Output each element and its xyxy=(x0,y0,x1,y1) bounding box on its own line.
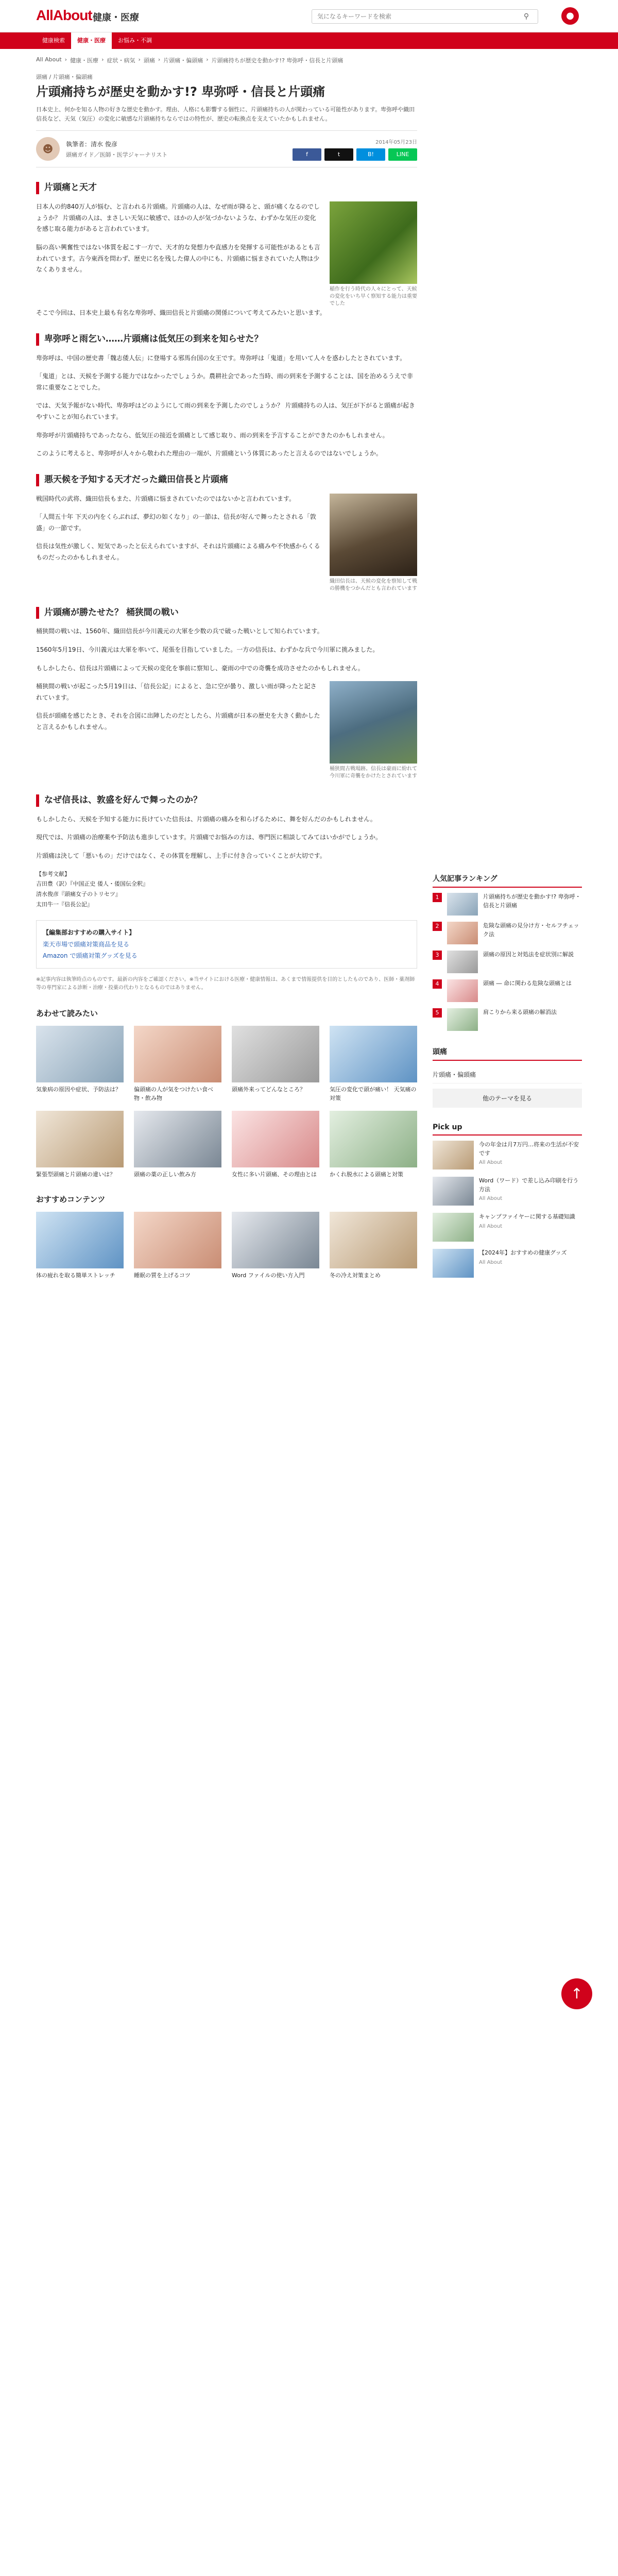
rank-number: 3 xyxy=(433,951,442,960)
related-card[interactable] xyxy=(134,1026,221,1103)
related-card[interactable] xyxy=(36,1111,124,1179)
paragraph: では、天気予報がない時代、卑弥呼はどのようにして雨の到来を予測したのでしょうか？ 片頭痛持ちの人は、気圧が下がると頭痛が起きやすいことが知られています。 xyxy=(36,402,415,420)
ranking-title: 人気記事ランキング xyxy=(433,873,582,888)
recommended-card[interactable] xyxy=(232,1212,319,1280)
pickup-source: All About xyxy=(479,1160,503,1165)
section-heading: 片頭痛が勝たせた？ 桶狭間の戦い xyxy=(36,607,417,619)
ranking-title-text: 頭痛 ― 命に関わる危険な頭痛とは xyxy=(483,980,572,987)
pickup-item[interactable] xyxy=(433,1213,582,1242)
thumbnail xyxy=(433,1213,474,1242)
pickup-source: All About xyxy=(479,1259,503,1265)
paragraph: 現代では、片頭痛の治療薬や予防法も進歩しています。片頭痛でお悩みの方は、専門医に相談してみてはいかがでしょうか。 xyxy=(36,834,382,841)
thumbnail xyxy=(330,1026,417,1082)
thumbnail xyxy=(36,1026,124,1082)
topics-box xyxy=(433,1046,582,1108)
disclaimer: ※記事内容は執筆時点のものです。最新の内容をご確認ください。※当サイトにおける医療・健康情報は、あくまで情報提供を目的としたものであり、医師・薬剤師等の専門家による診断・治療・投薬の代わりとなるものではありません。 xyxy=(36,977,415,991)
facebook-share-button[interactable]: f xyxy=(293,148,321,161)
pickup-item[interactable] xyxy=(433,1141,582,1170)
amazon-link[interactable]: Amazon で頭痛対策グッズを見る xyxy=(43,952,138,960)
battlefield-image xyxy=(330,681,417,764)
reference-item: 太田牛一『信長公記』 xyxy=(36,901,93,908)
breadcrumb-item[interactable]: 頭痛 xyxy=(143,57,155,64)
twitter-share-button[interactable]: t xyxy=(324,148,353,161)
thumbnail xyxy=(330,1212,417,1268)
reference-item: 清水俊彦『頭痛女子のトリセツ』 xyxy=(36,891,121,898)
rank-number: 5 xyxy=(433,1008,442,1018)
hatena-share-button[interactable]: B! xyxy=(356,148,385,161)
thumbnail xyxy=(330,1111,417,1167)
thumbnail xyxy=(232,1111,319,1167)
rakuten-link[interactable]: 楽天市場で頭痛対策商品を見る xyxy=(43,940,130,948)
arrow-up-icon[interactable]: ↑ xyxy=(561,1978,592,2009)
card-title: かくれ脱水による頭痛と対策 xyxy=(330,1171,403,1178)
thumbnail xyxy=(433,1141,474,1170)
related-card[interactable] xyxy=(330,1026,417,1103)
author-name[interactable]: 執筆者：清水 俊彦 xyxy=(66,140,117,148)
figure xyxy=(330,201,417,308)
author-block xyxy=(36,130,417,167)
figure xyxy=(330,494,417,592)
related-grid xyxy=(36,1026,417,1179)
breadcrumb-item[interactable]: All About xyxy=(36,56,62,63)
thumbnail xyxy=(36,1111,124,1167)
rank-number: 1 xyxy=(433,893,442,902)
article-date: 2014年05月23日 xyxy=(375,139,417,145)
thumbnail xyxy=(447,922,478,944)
paragraph: もしかしたら、信長は片頭痛によって天候の変化を事前に察知し、豪雨の中での奇襲を成功させたのかもしれません。 xyxy=(36,664,364,672)
related-card[interactable] xyxy=(232,1026,319,1103)
breadcrumb-current: 片頭痛持ちが歴史を動かす!? 卑弥呼・信長と片頭痛 xyxy=(211,57,344,64)
paragraph: 戦国時代の武将、織田信長もまた、片頭痛に悩まされていたのではないかと言われています。 xyxy=(36,495,296,502)
paragraph: もしかしたら、天候を予知する能力に長けていた信長は、片頭痛の痛みを和らげるために、舞を好んだのかもしれません。 xyxy=(36,815,376,823)
avatar[interactable]: ☻ xyxy=(36,137,60,161)
references-title: 【参考文献】 xyxy=(36,870,70,877)
ranking-item[interactable] xyxy=(433,979,582,1002)
pickup-item[interactable] xyxy=(433,1177,582,1206)
topic-link[interactable]: 片頭痛・偏頭痛 xyxy=(433,1066,582,1083)
related-title: あわせて読みたい xyxy=(36,1009,98,1019)
card-title: 気象病の原因や症状、予防法は？ xyxy=(36,1086,121,1093)
breadcrumb-item[interactable]: 症状・病気 xyxy=(107,57,135,64)
related-card[interactable] xyxy=(134,1111,221,1179)
card-title: 頭痛外来ってどんなところ？ xyxy=(232,1086,305,1093)
thumbnail xyxy=(232,1212,319,1268)
pickup-title-text: キャンプファイヤーに関する基礎知識 xyxy=(479,1213,575,1220)
breadcrumb-item[interactable]: 片頭痛・偏頭痛 xyxy=(163,57,203,64)
paragraph: 1560年5月19日、今川義元は大軍を率いて、尾張を目指していました。一方の信長は、わずかな兵で今川軍に挑みました。 xyxy=(36,646,379,653)
page-title: 片頭痛持ちが歴史を動かす!? 卑弥呼・信長と片頭痛 xyxy=(36,84,325,99)
section-heading: なぜ信長は、敦盛を好んで舞ったのか？ xyxy=(36,794,417,807)
card-title: 体の疲れを取る簡単ストレッチ xyxy=(36,1272,115,1279)
thumbnail xyxy=(447,979,478,1002)
rice-field-image xyxy=(330,201,417,284)
card-title: 睡眠の質を上げるコツ xyxy=(134,1272,191,1279)
ranking-title-text: 危険な頭痛の見分け方・セルフチェック法 xyxy=(483,922,579,938)
sidebar xyxy=(433,70,582,1294)
breadcrumb-item[interactable]: 健康・医療 xyxy=(70,57,99,64)
section-name[interactable]: 健康・医療 xyxy=(93,12,139,23)
thumbnail xyxy=(36,1212,124,1268)
thumbnail xyxy=(232,1026,319,1082)
historic-house-image xyxy=(330,494,417,576)
ranking-item[interactable] xyxy=(433,893,582,916)
search-input[interactable] xyxy=(312,9,538,24)
card-title: Word ファイルの使い方入門 xyxy=(232,1272,305,1279)
nav-item-troubles[interactable]: お悩み・不調 xyxy=(118,37,152,44)
recommended-card[interactable] xyxy=(134,1212,221,1280)
thumbnail xyxy=(447,893,478,916)
recommend-box xyxy=(36,920,417,969)
pickup-title-text: 【2024年】おすすめの健康グッズ xyxy=(479,1249,567,1256)
paragraph: 信長が頭痛を感じたとき、それを合図に出陣したのだとしたら、片頭痛が日本の歴史を大きく動かしたと言えるかもしれません。 xyxy=(36,712,320,731)
ranking-item[interactable] xyxy=(433,1008,582,1031)
thumbnail xyxy=(134,1212,221,1268)
ranking-title-text: 肩こりから来る頭痛の解消法 xyxy=(483,1009,557,1015)
article-lead: 日本史上、何かを知る人物の好きな歴史を動かす。理由、人格にも影響する個性に、片頭痛持ちの人が関わっている可能性があります。卑弥呼や織田信長など、天気（気圧）の変化に敏感な片頭痛持ちならではの特性が、歴史の転換点を支えていたかもしれません。 xyxy=(36,106,415,122)
recommended-grid xyxy=(36,1212,417,1280)
pickup-source: All About xyxy=(479,1196,503,1201)
ranking-title-text: 片頭痛持ちが歴史を動かす!? 卑弥呼・信長と片頭痛 xyxy=(483,893,581,909)
figure-caption: 稲作を行う時代の人々にとって、天候の変化をいち早く察知する能力は重要でした xyxy=(330,286,417,307)
section-heading: 片頭痛と天才 xyxy=(36,182,417,194)
recommended-card[interactable] xyxy=(330,1212,417,1280)
card-title: 偏頭痛の人が気をつけたい食べ物・飲み物 xyxy=(134,1086,213,1101)
article-main xyxy=(36,70,417,1294)
pickup-title-text: 今の年金は月7万円…将来の生活が不安です xyxy=(479,1141,579,1157)
paragraph: 桶狭間の戦いが起こった5月19日は、「信長公記」によると、急に空が曇り、激しい雨が降ったと記されています。 xyxy=(36,683,317,701)
thumbnail xyxy=(433,1249,474,1278)
nav-bar xyxy=(0,32,618,49)
share-buttons xyxy=(293,148,417,161)
pickup-title-text: Word（ワード）で差し込み印刷を行う方法 xyxy=(479,1177,579,1193)
user-icon[interactable]: ● xyxy=(561,7,579,25)
paragraph: 信長は気性が激しく、短気であったと伝えられていますが、それは片頭痛による痛みや不快感からくるものだったのかもしれません。 xyxy=(36,543,320,561)
rank-number: 2 xyxy=(433,922,442,931)
references xyxy=(36,869,417,910)
ranking-box xyxy=(433,873,582,1031)
figure-caption: 桶狭間古戦場跡。信長は豪雨に紛れて今川軍に奇襲をかけたとされています xyxy=(330,766,417,779)
ranking-item[interactable] xyxy=(433,951,582,973)
pickup-item[interactable] xyxy=(433,1249,582,1278)
related-card[interactable] xyxy=(36,1026,124,1103)
author-role: 頭痛ガイド／医師・医学ジャーナリスト xyxy=(66,151,168,158)
line-share-button[interactable]: LINE xyxy=(388,148,417,161)
topics-title: 頭痛 xyxy=(433,1046,582,1061)
site-logo[interactable]: AllAbout xyxy=(36,7,92,23)
paragraph: 桶狭間の戦いは、1560年、織田信長が今川義元の大軍を少数の兵で破った戦いとして知られています。 xyxy=(36,628,323,635)
article-category[interactable]: 頭痛 / 片頭痛・偏頭痛 xyxy=(36,74,93,80)
nav-item-health[interactable]: 健康・医療 xyxy=(71,32,112,49)
paragraph: 卑弥呼は、中国の歴史書「魏志倭人伝」に登場する邪馬台国の女王です。卑弥呼は「鬼道」を用いて人々を惑わしたとされています。 xyxy=(36,354,406,362)
card-title: 女性に多い片頭痛、その理由とは xyxy=(232,1171,317,1178)
top-bar xyxy=(0,0,618,32)
section-heading: 卑弥呼と雨乞い……片頭痛は低気圧の到来を知らせた？ xyxy=(36,333,417,346)
search-icon[interactable]: ⚲ xyxy=(523,12,529,21)
reference-item: 吉田豊（訳）『中国正史 倭人・倭国伝全釈』 xyxy=(36,880,148,888)
nav-item-health-search[interactable]: 健康検索 xyxy=(42,37,65,44)
paragraph: そこで今回は、日本史上最も有名な卑弥呼、織田信長と片頭痛の関係について考えてみたいと思います。 xyxy=(36,309,326,317)
thumbnail xyxy=(447,951,478,973)
pickup-source: All About xyxy=(479,1223,503,1229)
ranking-title-text: 頭痛の原因と対処法を症状別に解説 xyxy=(483,951,574,958)
card-title: 頭痛の薬の正しい飲み方 xyxy=(134,1171,196,1178)
thumbnail xyxy=(447,1008,478,1031)
paragraph: 日本人の約840万人が悩む、と言われる片頭痛。片頭痛の人は、なぜ雨が降ると、頭が痛くなるのでしょうか？ 片頭痛の人は、まさしい天気に敏感で、ほかの人が気づかないような、わずかな気圧の変化を感じ取る能力があると言われています。 xyxy=(36,203,320,233)
recommended-title: おすすめコンテンツ xyxy=(36,1194,106,1204)
paragraph: 脳の高い興奮性ではない体質を起こす一方で、天才的な発想力や直感力を発揮する可能性があるとも言われています。古今東西を問わず、歴史に名を残した偉人の中にも、片頭痛に悩まされていた人物は少なくありません。 xyxy=(36,243,320,274)
paragraph: 卑弥呼が片頭痛持ちであったなら、低気圧の接近を頭痛として感じ取り、雨の到来を予言することができたのかもしれません。 xyxy=(36,431,389,439)
card-title: 緊張型頭痛と片頭痛の違いは？ xyxy=(36,1171,115,1178)
card-title: 気圧の変化で頭が痛い！ 天気痛の対策 xyxy=(330,1086,417,1101)
card-title: 冬の冷え対策まとめ xyxy=(330,1272,381,1279)
recommend-title: 【編集部おすすめの購入サイト】 xyxy=(43,928,135,936)
figure-caption: 織田信長は、天候の変化を察知して戦の勝機をつかんだとも言われています xyxy=(330,578,417,591)
thumbnail xyxy=(134,1111,221,1167)
section-heading: 悪天候を予知する天才だった織田信長と片頭痛 xyxy=(36,474,417,486)
breadcrumb: All About › 健康・医療 › 症状・病気 › 頭痛 › 片頭痛・偏頭痛 › 片頭痛持ちが歴史を動かす!? 卑弥呼・信長と片頭痛 xyxy=(36,56,344,64)
paragraph: 「人間五十年 下天の内をくらぶれば、夢幻の如くなり」の一節は、信長が好んで舞ったとされる「敦盛」の一節です。 xyxy=(36,513,316,532)
thumbnail xyxy=(134,1026,221,1082)
paragraph: このように考えると、卑弥呼が人々から敬われた理由の一端が、片頭痛という体質にあったと言えるのではないでしょうか。 xyxy=(36,450,382,457)
recommended-card[interactable] xyxy=(36,1212,124,1280)
paragraph: 「鬼道」とは、天候を予測する能力ではなかったでしょうか。農耕社会であった当時、雨の到来を予測することは、国を治めるうえで非常に重要なことでした。 xyxy=(36,372,413,391)
figure xyxy=(330,681,417,780)
more-themes-button[interactable]: 他のテーマを見る xyxy=(433,1089,582,1108)
related-card[interactable] xyxy=(330,1111,417,1179)
ranking-item[interactable] xyxy=(433,922,582,944)
paragraph: 片頭痛は決して「悪いもの」だけではなく、その体質を理解し、上手に付き合っていくことが大切です。 xyxy=(36,852,326,860)
pickup-title: Pick up xyxy=(433,1123,582,1136)
thumbnail xyxy=(433,1177,474,1206)
related-card[interactable] xyxy=(232,1111,319,1179)
rank-number: 4 xyxy=(433,979,442,989)
pickup-box xyxy=(433,1123,582,1278)
